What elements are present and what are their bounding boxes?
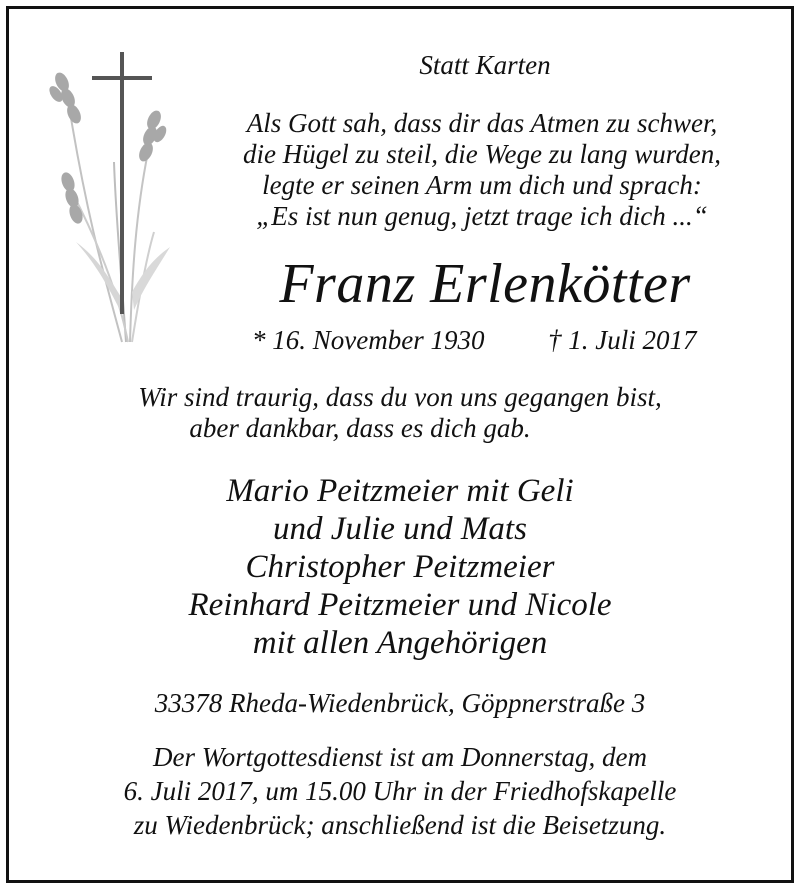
deceased-name: Franz Erlenkötter <box>279 253 691 315</box>
family-line-4: Reinhard Peitzmeier und Nicole <box>188 587 612 623</box>
poem-line-4: „Es ist nun genug, jetzt trage ich dich ...“ <box>256 201 708 231</box>
death-date: † 1. Juli 2017 <box>548 325 697 355</box>
sentiment-line-1: Wir sind traurig, dass du von uns gegangen bist, <box>138 382 662 412</box>
family-line-5: mit allen Angehörigen <box>252 625 548 661</box>
address: 33378 Rheda-Wiedenbrück, Göppnerstraße 3 <box>154 688 646 718</box>
service-line-1: Der Wortgottesdienst ist am Donnerstag, dem <box>153 742 647 772</box>
service-line-3: zu Wiedenbrück; anschließend ist die Beisetzung. <box>133 810 667 840</box>
poem-line-3: legte er seinen Arm um dich und sprach: <box>262 170 702 200</box>
poem-line-2: die Hügel zu steil, die Wege zu lang wurden, <box>243 139 721 169</box>
birth-date: * 16. November 1930 <box>252 325 485 355</box>
family-line-3: Christopher Peitzmeier <box>245 549 555 585</box>
poem-line-1: Als Gott sah, dass dir das Atmen zu schwer, <box>246 108 718 138</box>
family-line-1: Mario Peitzmeier mit Geli <box>226 473 574 509</box>
sentiment-line-2: aber dankbar, dass es dich gab. <box>189 413 531 443</box>
cross-with-wheat-icon <box>36 42 176 357</box>
family-line-2: und Julie und Mats <box>273 511 527 547</box>
statt-karten-header: Statt Karten <box>419 50 551 80</box>
service-line-2: 6. Juli 2017, um 15.00 Uhr in der Friedhofskapelle <box>123 776 677 806</box>
